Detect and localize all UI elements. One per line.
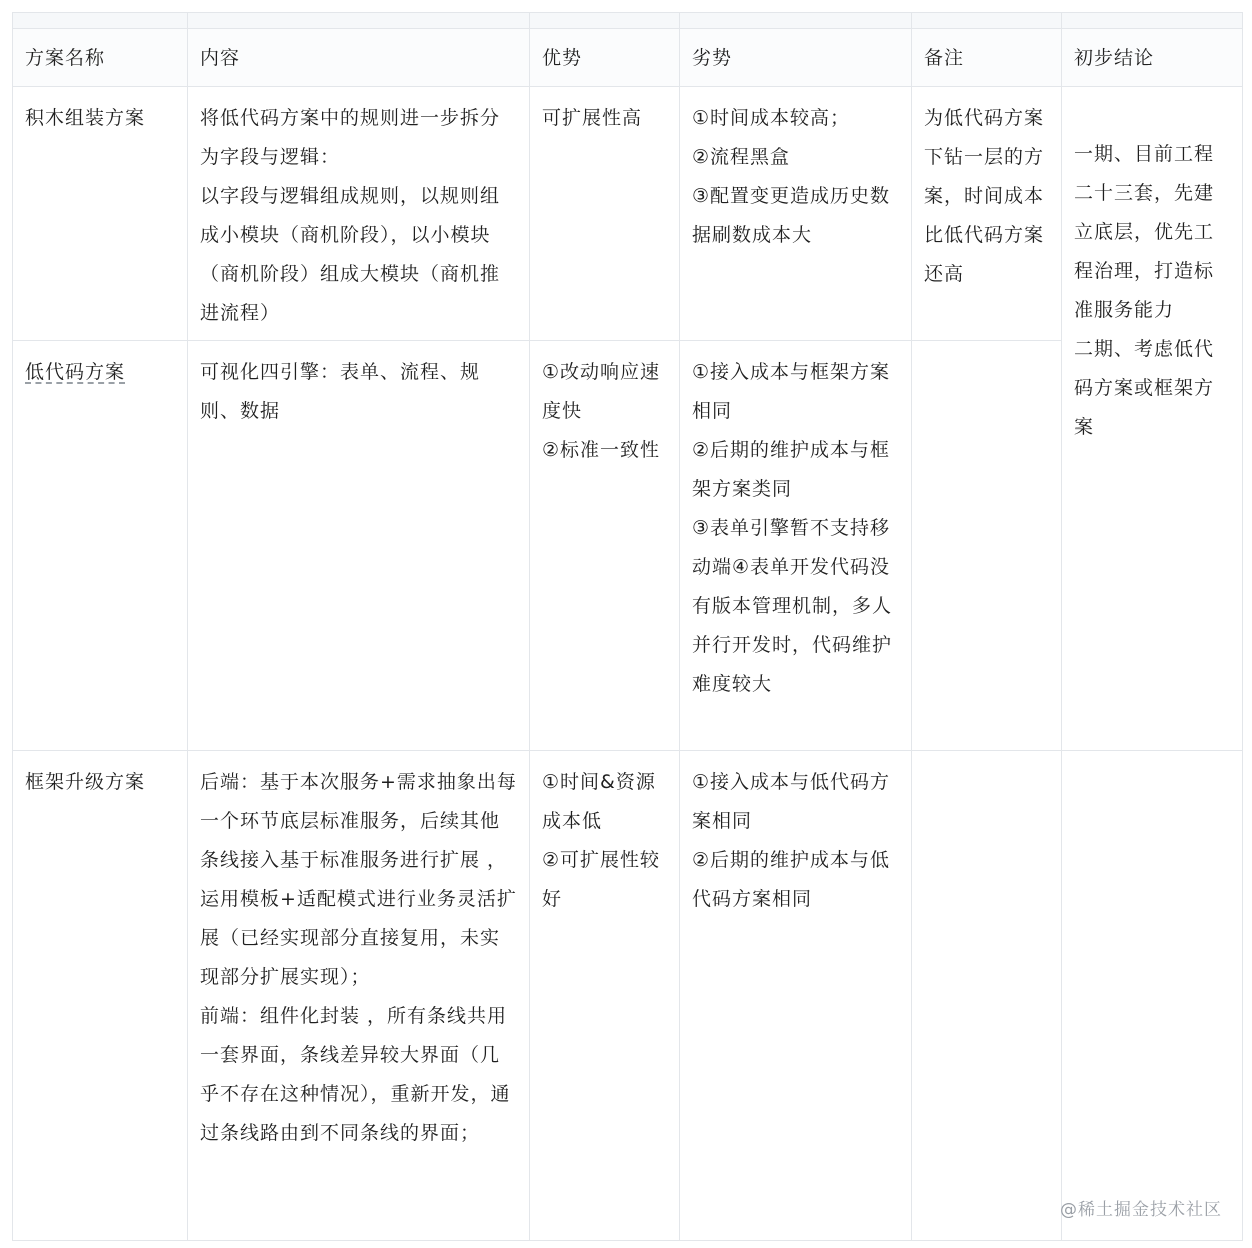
content-cell [188,87,530,341]
advantage-item: ①时间&资源成本低 [542,771,656,832]
advantage-item: ①改动响应速度快 [542,361,661,422]
disadvantages-cell [680,751,912,1241]
disadvantages-cell [680,87,912,341]
remark-cell: 为低代码方案下钻一层的方案，时间成本比低代码方案还高 [912,87,1062,341]
advantages-cell [530,87,680,341]
table-row [13,341,1243,751]
header-cell: 内容 [188,29,530,87]
content-line: 将低代码方案中的规则进一步拆分为字段与逻辑： [200,107,501,168]
content-cell [188,341,530,751]
table-header-row [13,29,1243,87]
advantage-item: 可扩展性高 [542,107,643,129]
disadvantage-item: ②流程黑盒 [692,146,791,168]
disadvantage-item: ②后期的维护成本与低代码方案相同 [692,849,891,910]
plan-name-cell: 积木组装方案 [13,87,188,341]
header-cell: 初步结论 [1062,29,1243,87]
header-cell: 方案名称 [13,29,188,87]
advantage-item: ②标准一致性 [542,439,661,461]
table-row [13,751,1243,1241]
plan-name-cell: 框架升级方案 [13,751,188,1241]
header-cell: 优势 [530,29,680,87]
plan-name-cell [13,341,188,751]
content-line: 可视化四引擎：表单、流程、规则、数据 [200,361,481,422]
disadvantage-item: ③表单引擎暂不支持移动端④表单开发代码没有版本管理机制，多人并行开发时，代码维护难度较大 [692,517,893,695]
header-cell: 备注 [912,29,1062,87]
advantage-item: ②可扩展性较好 [542,849,661,910]
content-line: 以字段与逻辑组成规则，以规则组成小模块（商机阶段），以小模块（商机阶段）组成大模块（商机推进流程） [200,185,501,324]
conclusion-cell [1062,87,1243,751]
comparison-table [12,12,1243,1241]
table-row [13,87,1243,341]
remark-cell [912,751,1062,1241]
source-watermark: @稀土掘金技术社区 [1060,1200,1222,1220]
plan-name-text: 低代码方案 [25,361,126,383]
advantages-cell [530,341,680,751]
advantages-cell [530,751,680,1241]
content-line: 后端：基于本次服务+需求抽象出每一个环节底层标准服务，后续其他条线接入基于标准服务进行扩展 ，运用模板+适配模式进行业务灵活扩展（已经实现部分直接复用，未实现部分扩展实现）； [200,771,517,988]
disadvantage-item: ①接入成本与框架方案相同 [692,361,891,422]
disadvantage-item: ①接入成本与低代码方案相同 [692,771,891,832]
header-cell: 劣势 [680,29,912,87]
conclusion-empty-cell [1062,751,1243,1241]
disadvantage-item: ②后期的维护成本与框架方案类同 [692,439,891,500]
conclusion-line: 一期、目前工程二十三套，先建立底层，优先工程治理，打造标准服务能力 [1074,143,1215,321]
conclusion-line: 二期、考虑低代码方案或框架方案 [1074,338,1215,438]
remark-cell [912,341,1062,751]
table-top-spacer [13,13,1243,29]
content-cell [188,751,530,1241]
disadvantage-item: ③配置变更造成历史数据刷数成本大 [692,185,891,246]
disadvantage-item: ①时间成本较高； [692,107,851,129]
disadvantages-cell [680,341,912,751]
content-line: 前端：组件化封装 ，所有条线共用一套界面，条线差异较大界面（几乎不存在这种情况），重新开发，通过条线路由到不同条线的界面； [200,1005,511,1144]
